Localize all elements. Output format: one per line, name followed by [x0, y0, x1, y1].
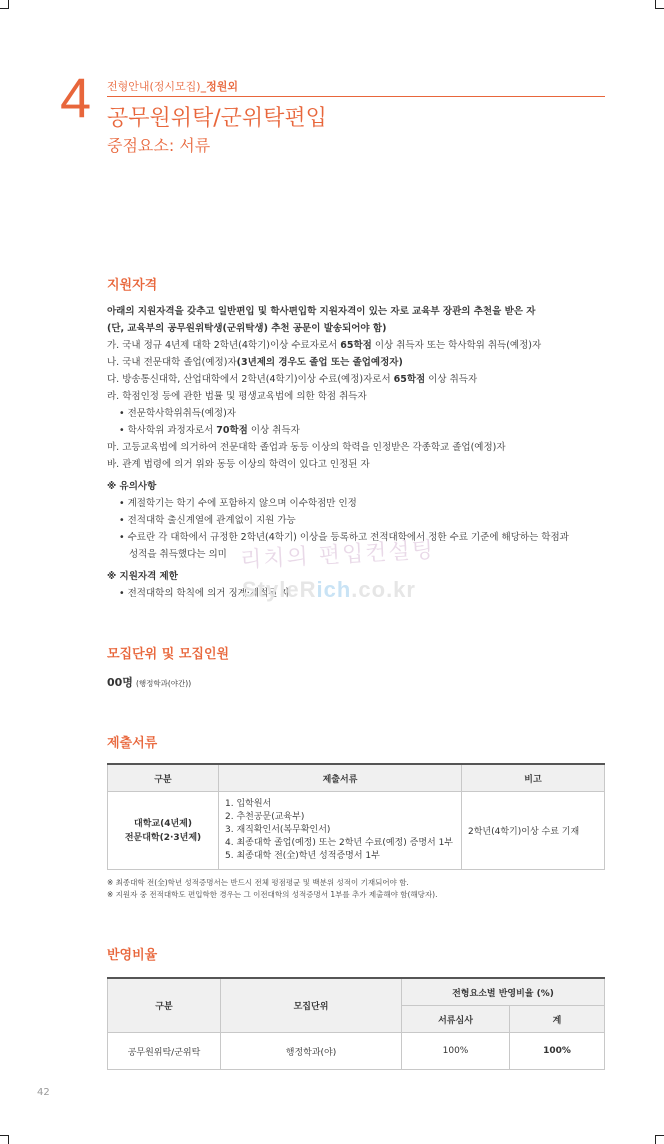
category-prefix: 전형안내(정시모집) — [107, 80, 201, 93]
documents-list-cell — [219, 792, 462, 870]
qualification-intro-2: (단, 교육부의 공무원위탁생(군위탁생) 추천 공문이 발송되어야 함) — [107, 323, 387, 334]
ratio-cell-category: 공무원위탁/군위탁 — [108, 1033, 221, 1070]
documents-table — [107, 763, 605, 870]
crop-mark-br-v — [655, 1135, 656, 1144]
qualification-item-ga: 가. 국내 정규 4년제 대학 2학년(4학기)이상 수료자로서 65학점 이상 취득자 또는 학사학위 취득(예정)자 — [107, 340, 542, 351]
restriction-title: ※ 지원자격 제한 — [107, 571, 178, 582]
section-title-documents: 제출서류 — [107, 736, 158, 751]
document-item: 1. 입학원서 — [225, 799, 272, 809]
qualification-intro-1: 아래의 지원자격을 갖추고 일반편입 및 학사편입학 지원자격이 있는 자로 교육부 장관의 추천을 받은 자 — [107, 306, 536, 317]
note-item-3-cont: 성적을 취득했다는 의미 — [129, 549, 227, 560]
watermark-latin: StyleRich.co.kr — [242, 577, 416, 602]
document-item: 2. 추천공문(교육부) — [225, 812, 305, 822]
page-title: 공무원위탁/군위탁편입 — [107, 106, 327, 131]
documents-footnote-2: ※ 지원자 중 전적대학도 편입학한 경우는 그 이전대학의 성적증명서 1부를 추가 제출해야 함(해당자). — [107, 890, 438, 899]
restriction-item-1: • 전적대학의 학칙에 의거 징계·제적된 자 — [119, 588, 290, 599]
ratio-cell-unit: 행정학과(야) — [221, 1033, 402, 1070]
document-item: 4. 최종대학 졸업(예정) 또는 2학년 수료(예정) 증명서 1부 — [225, 838, 453, 848]
crop-mark-tr-v — [655, 0, 656, 9]
qualification-item-ra-sub1: • 전문학사학위취득(예정)자 — [119, 408, 236, 419]
ratio-header-doc-review: 서류심사 — [402, 1006, 510, 1033]
ratio-header-category: 구분 — [108, 978, 221, 1033]
recruitment-count-line — [107, 674, 191, 692]
ratio-table-row — [108, 1033, 605, 1070]
document-item: 3. 재직확인서(복무확인서) — [225, 825, 331, 835]
documents-table-row — [108, 792, 605, 870]
documents-footnote-1: ※ 최종대학 전(全)학년 성적증명서는 반드시 전체 평점평균 및 백분위 성적이 기재되어야 함. — [107, 878, 409, 887]
qualification-item-da: 다. 방송통신대학, 산업대학에서 2학년(4학기)이상 수료(예정)자로서 65학점 이상 취득자 — [107, 374, 478, 385]
qualification-item-na: 나. 국내 전문대학 졸업(예정)자(3년제의 경우도 졸업 또는 졸업예정자) — [107, 357, 403, 368]
qualification-item-ra: 라. 학점인정 등에 관한 법률 및 평생교육법에 의한 학점 취득자 — [107, 391, 367, 402]
documents-footnotes — [107, 877, 437, 901]
recruitment-unit: (행정학과(야간)) — [135, 679, 192, 688]
category-suffix: 정원외 — [206, 80, 238, 93]
documents-header-category: 구분 — [108, 764, 219, 792]
category-breadcrumb — [107, 78, 238, 94]
ratio-header-unit: 모집단위 — [221, 978, 402, 1033]
header-divider — [107, 96, 605, 97]
watermark-korean: 리치의 편입컨설팅 — [239, 537, 436, 574]
page-subtitle: 중점요소: 서류 — [107, 136, 211, 155]
ratio-table — [107, 977, 605, 1070]
crop-mark-bl-v — [8, 1135, 9, 1144]
note-item-2: • 전적대학 출신계열에 관계없이 지원 가능 — [119, 515, 296, 526]
crop-mark-tr-h — [655, 8, 664, 9]
category-separator: _ — [200, 80, 207, 93]
qualification-item-ma: 마. 고등교육법에 의거하여 전문대학 졸업과 동등 이상의 학력을 인정받은 각종학교 졸업(예정)자 — [107, 442, 506, 453]
ratio-table-header-row-1 — [108, 978, 605, 1006]
documents-header-docs: 제출서류 — [219, 764, 462, 792]
qualification-item-ra-sub2: • 학사학위 과정자로서 70학점 이상 취득자 — [119, 425, 300, 436]
documents-category-cell: 대학교(4년제) 전문대학(2·3년제) — [108, 792, 219, 870]
documents-remark-cell: 2학년(4학기)이상 수료 기재 — [462, 792, 605, 870]
ratio-cell-total: 100% — [510, 1033, 605, 1070]
note-item-3: • 수료란 각 대학에서 규정한 2학년(4학기) 이상을 등록하고 전적대학에서 정한 수료 기준에 해당하는 학점과 — [119, 532, 569, 543]
ratio-header-group: 전형요소별 반영비율 (%) — [402, 978, 605, 1006]
crop-mark-tl-v — [8, 0, 9, 9]
note-title: ※ 유의사항 — [107, 481, 157, 492]
note-item-1: • 계절학기는 학기 수에 포함하지 않으며 이수학점만 인정 — [119, 498, 357, 509]
ratio-cell-doc-review: 100% — [402, 1033, 510, 1070]
document-item: 5. 최종대학 전(全)학년 성적증명서 1부 — [225, 851, 380, 861]
section-title-ratio: 반영비율 — [107, 948, 158, 963]
qualification-item-ba: 바. 관계 법령에 의거 위와 동등 이상의 학력이 있다고 인정된 자 — [107, 459, 370, 470]
documents-table-header — [108, 764, 605, 792]
documents-header-remark: 비고 — [462, 764, 605, 792]
chapter-number: 4 — [60, 66, 92, 129]
ratio-header-total: 계 — [510, 1006, 605, 1033]
recruitment-count: 00명 — [107, 676, 133, 689]
section-title-recruitment: 모집단위 및 모집인원 — [107, 647, 230, 662]
page-number: 42 — [37, 1087, 50, 1098]
crop-mark-br-h — [655, 1135, 664, 1136]
section-title-qualification: 지원자격 — [107, 278, 158, 293]
